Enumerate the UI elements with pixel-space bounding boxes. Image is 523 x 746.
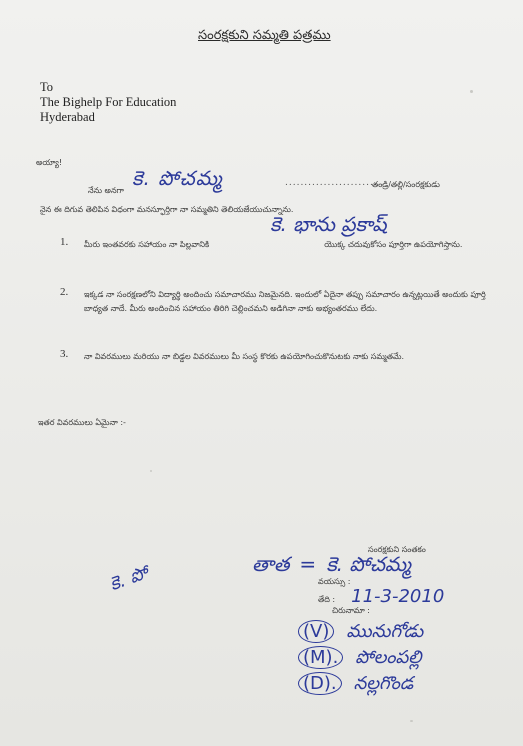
mandal-row	[298, 646, 422, 672]
handwritten-mandal: పోలంపల్లి	[355, 647, 422, 668]
address-line: The Bighelp For Education	[40, 95, 177, 109]
handwritten-signer: కె. పోచమ్మ	[326, 552, 411, 576]
intro-line-start: నేను అనగా	[88, 186, 124, 195]
item-number: 3.	[60, 348, 69, 360]
signature-label: సంరక్షకుని సంతకం	[368, 545, 426, 554]
address-line: To	[40, 80, 54, 94]
mandal-tag: (M).	[298, 646, 343, 669]
handwritten-date: 11-3-2010	[351, 586, 445, 607]
salutation: అయ్యా!	[36, 158, 63, 167]
intro-line-end: తండ్రి/తల్లి/సంరక్షకుడు	[372, 180, 440, 189]
handwritten-relation: తాత	[252, 552, 290, 576]
item-text-after: యొక్క చదువుకోసం పూర్తిగా ఉపయోగిస్తాను.	[324, 240, 463, 249]
address-line: Hyderabad	[40, 110, 95, 124]
recipient-address	[40, 80, 176, 125]
item-number: 1.	[60, 236, 69, 248]
date-row	[318, 586, 444, 607]
age-label: వయస్సు :	[318, 577, 351, 586]
district-row	[298, 672, 413, 698]
handwritten-guardian-name: కె. పోచమ్మ	[132, 166, 223, 190]
handwritten-initial-mark: కె. పో	[106, 562, 151, 596]
handwritten-district: నల్లగొండ	[353, 673, 414, 694]
equals-mark: =	[299, 552, 317, 576]
fill-dots: ..........................	[285, 178, 386, 188]
village-tag: (V)	[298, 620, 334, 643]
handwritten-child-name: కె. భాను ప్రకాష్	[270, 212, 387, 236]
consent-item-3: నా వివరములు మరియు నా బిడ్డల వివరములు మీ సంస్థ కొరకు ఉపయోగించుకొనుటకు నాకు సమ్మతమే.	[84, 352, 404, 361]
paper-speck	[150, 470, 152, 472]
consent-item-2: ఇక్కడ నా సంరక్షణలోని విద్యార్థి అందించు సమాచారము నిజమైనది. ఇందులో ఏదైనా తప్పు సమాచారం ఉన్నట్లయితే అందుకు పూర్తి బాధ్యత నాదే. మీరు అందించిన సహాయం తిరిగి చెల్లించమని అడిగినా నాకు అభ్యంతరము లేదు.	[84, 290, 486, 313]
item-number: 2.	[60, 286, 69, 298]
other-details-label: ఇతర వివరములు ఏమైనా :-	[38, 418, 126, 427]
intro-line-2: నైన ఈ దిగువ తెలిపిన విధంగా మనస్ఫూర్తిగా నా సమ్మతిని తెలియజేయుచున్నాను.	[40, 205, 294, 214]
district-tag: (D).	[298, 672, 342, 695]
paper-speck	[410, 720, 413, 722]
handwritten-village: మునుగోడు	[346, 621, 424, 642]
document-title: సంరక్షకుని సమ్మతి పత్రము	[198, 28, 331, 43]
address-label: చిరునామా :	[332, 606, 370, 615]
village-row	[298, 620, 423, 646]
date-label: తేది :	[318, 595, 336, 604]
paper-speck	[470, 90, 473, 93]
item-text-before: మీరు ఇంతవరకు సహాయం నా పిల్లవానికి	[84, 240, 210, 249]
